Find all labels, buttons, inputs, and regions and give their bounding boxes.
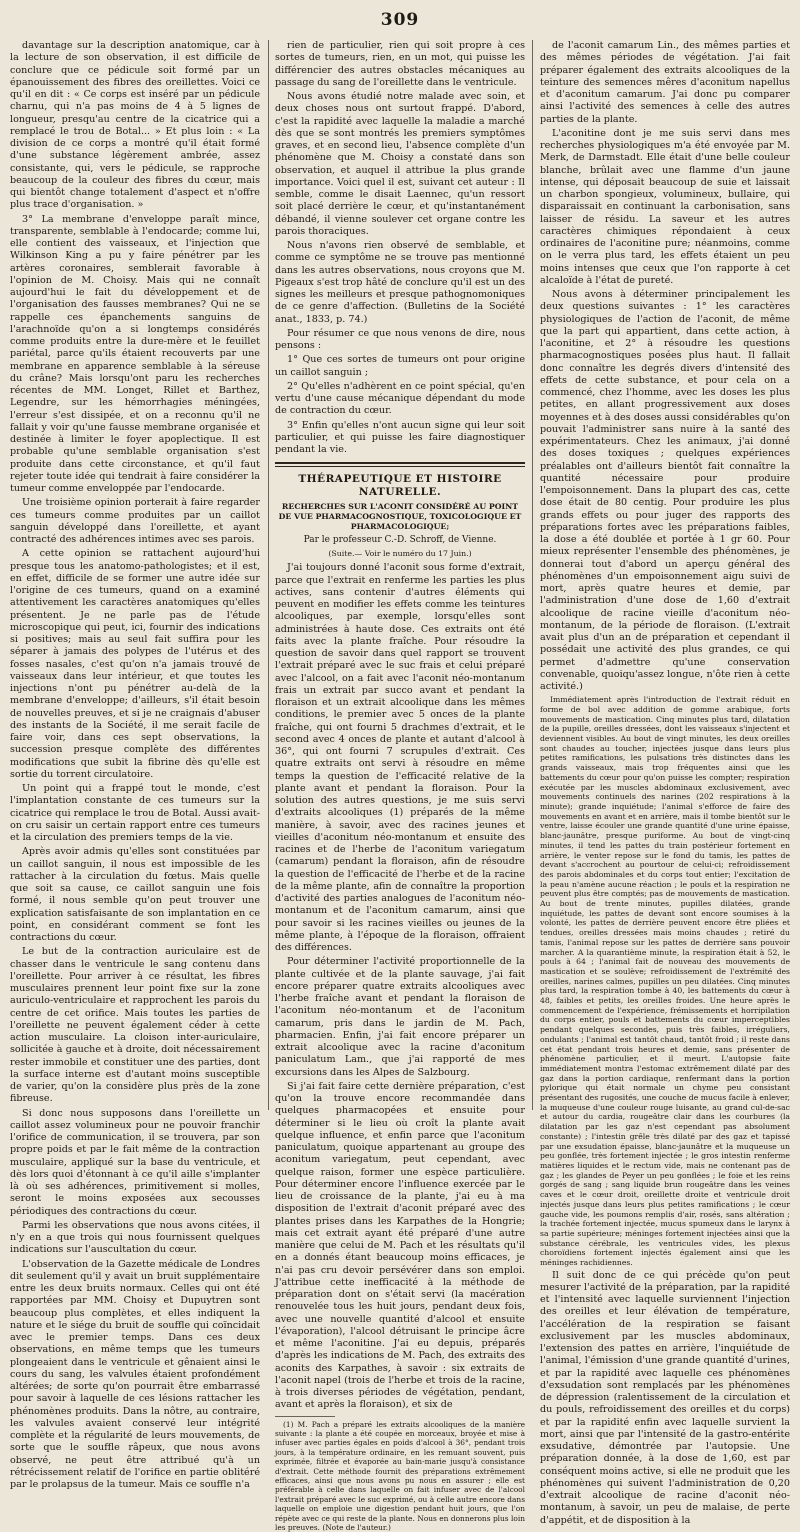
paragraph: Nous avons à déterminer principalement les deux questions suivantes : 1° les caractères physiologiques de l'action de l'aconit, de même que la part qui appartient, dans cette action, à l'aconitine, et 2° à résoudre les questions pharmacognostiques posées plus haut. Il fallait donc connaître les degrés divers d'intensité des effets de cette substance, et pour cela on a commencé, chez l'homme, avec les doses les plus petites, en allant progressivement aux doses moyennes et à des doses aussi considérables qu'on pouvait l'administrer sans nuire à la santé des expérimentateurs. Chez les animaux, j'ai donné des doses toxiques ; quelques expériences préalables ont d'ailleurs bientôt fait connaître la quantité nécessaire pour produire l'empoisonnement. Dans la plupart des cas, cette dose était de 80 centig. Pour produire les plus grands effets ou pour juger des rapports des préparations fortes avec les préparations faibles, la dose a été doublée et portée à 1 gr 60. Pour mieux représenter l'ensemble des phénomènes, je donnerai tout d'abord un aperçu général des phénomènes d'un empoisonnement aigu suivi de mort, après quatre heures et demie, par l'administration d'une dose de 1,60 d'extrait alcoolique de racine vieille d'aconitum néo-montanum, de la période de floraison. (L'extrait avait plus d'un an de préparation et cependant il possédait une activité des plus grandes, ce qui permet d'admettre qu'une conservation convenable, quoiqu'assez longue, n'ôte rien à cette activité.) — [540, 289, 790, 693]
paragraph: 2° Qu'elles n'adhèrent en ce point spécial, qu'en vertu d'une cause mécanique dépendant du mode de contraction du cœur. — [275, 381, 525, 418]
column-left — [10, 40, 260, 1112]
paragraph: L'aconitine dont je me suis servi dans mes recherches physiologiques m'a été envoyée par M. Merk, de Darmstadt. Elle était d'une belle couleur blanche, brûlait avec une flamme d'un jaune intense, qui déposait beaucoup de suie et laissait un charbon spongieux, volumineux, bullaire, qui disparaissait en continuant la carbonisation, sans laisser de résidu. La saveur et les autres caractères chimiques répondaient à ceux ordinaires de l'aconitine pure; néanmoins, comme on le verra plus tard, les effets étaient un peu moins intenses que ceux que l'on rapporte à cet alcaloïde à l'état de pureté. — [540, 128, 790, 287]
paragraph: Si j'ai fait faire cette dernière préparation, c'est qu'on la trouve encore recommandée dans quelques pharmacopées et ensuite pour déterminer si le lieu où croît la plante avait quelque influence, et enfin parce que l'aconitum paniculatum, quoique appartenant au groupe des aconitum variegatum, peut cependant, avec quelque raison, former une espèce particulière. Pour déterminer encore l'influence exercée par le lieu de croissance de la plante, j'ai eu à ma disposition de l'extrait d'aconit préparé avec des plantes prises dans les Karpathes de la Hongrie; mais cet extrait ayant été préparé d'une autre manière que celui de M. Pach et les résultats qu'il en a donnés étant beaucoup moins efficaces, je n'ai pas cru devoir persévérer dans son emploi. J'attribue cette inefficacité à la méthode de préparation dont on s'était servi (la macération renouvelée tous les huit jours, pendant deux fois, avec une nouvelle quantité d'alcool et ensuite l'évaporation), l'alcool détruisant le principe âcre et même l'aconitine. J'ai eu depuis, préparés d'après les indications de M. Pach, des extraits des aconits des Karpathes, à savoir : six extraits de l'aconit napel (trois de l'herbe et trois de la racine, à trois diverses périodes de végétation, pendant, avant et après la floraison), et six de — [275, 1081, 525, 1412]
footnote-rule — [275, 1416, 335, 1417]
column-rule — [268, 40, 269, 1110]
footnote: (1) M. Pach a préparé les extraits alcooliques de la manière suivante : la plante a été coupée en morceaux, broyée et mise à infuser avec parties égales en poids d'alcool à 36°, pendant trois jours, à la température ordinaire, en les remuant souvent, puis exprimée, filtrée et évaporée au bain-marie jusqu'à consistance d'extrait. Cette méthode fournit des préparations extrêmement efficaces, ainsi que nous avons pu nous en assurer ; elle est préférable à celle dans laquelle on fait infuser avec de l'alcool l'extrait préparé avec le suc exprimé, ou à celle autre encore dans laquelle on emploie une digestion pendant huit jours, que l'on répète avec ce qui reste de la plante. Nous en donnerons plus loin les preuves. (Note de l'auteur.) — [275, 1420, 525, 1532]
article-byline: Par le professeur C.-D. Schroff, de Vienne. — [275, 534, 525, 546]
paragraph: Parmi les observations que nous avons citées, il n'y en a que trois qui nous fournissent quelques indications sur l'auscultation du cœur. — [10, 1220, 260, 1257]
paragraph: L'observation de la Gazette médicale de Londres dit seulement qu'il y avait un bruit supplémentaire entre les deux bruits normaux. Celles qui ont été rapportées par MM. Choisy et Dupuytren sont beaucoup plus complètes, et elles indiquent la nature et le siége du bruit de souffle qui coïncidait avec le premier temps. Dans ces deux observations, en même temps que les tumeurs plongeaient dans le ventricule et gênaient ainsi le cours du sang, les valvules étaient profondément altérées; de sorte qu'on pourrait être embarrassé pour savoir à laquelle de ces lésions rattacher les phénomènes produits. Dans la nôtre, au contraire, les valvules avaient conservé leur intégrité complète et la régularité de leurs mouvements, de sorte que le souffle râpeux, que nous avons observé, ne peut être attribué qu'à un rétrécissement relatif de l'orifice en partie oblitéré par le prolapsus de la tumeur. Mais ce souffle n'a — [10, 1259, 260, 1492]
paragraph: Si donc nous supposons dans l'oreillette un caillot assez volumineux pour ne pouvoir franchir l'orifice de communication, il se trouvera, par son propre poids et par le fait même de la contraction musculaire, appliqué sur la base du ventricule, et dès lors quoi d'étonnant à ce qu'il aille s'implanter là où ses adhérences, primitivement si molles, seront le moins exposées aux secousses périodiques des contractions du cœur. — [10, 1108, 260, 1218]
paragraph: Un point qui a frappé tout le monde, c'est l'implantation constante de ces tumeurs sur la cicatrice qui remplace le trou de Botal. Aussi avait-on cru saisir un certain rapport entre ces tumeurs et la circulation des premiers temps de la vie. — [10, 783, 260, 844]
paragraph: Il suit donc de ce qui précède qu'on peut mesurer l'activité de la préparation, par la rapidité et l'intensité avec laquelle surviennent l'injection des oreilles et leur élévation de température, l'accélération de la respiration se faisant exclusivement par les muscles abdominaux, l'extension des pattes en arrière, l'inquiétude de l'animal, l'émission d'une grande quantité d'urines, et par la rapidité avec laquelle ces phénomènes d'exsudation sont remplacés par les phénomènes de dépression (ralentissement de la circulation et du pouls, refroidissement des oreilles et du corps) et par la rapidité enfin avec laquelle survient la mort, ainsi que par l'intensité de la gastro-entérite exsudative, démontrée par l'autopsie. Une préparation donnée, à la dose de 1,60, est par conséquent moins active, si elle ne produit que les phénomènes qui suivent l'administration de 0,20 d'extrait alcoolique de racine d'aconit néo-montanum, à savoir, un peu de malaise, de perte d'appétit, et de disposition à la — [540, 1270, 790, 1527]
paragraph: 1° Que ces sortes de tumeurs ont pour origine un caillot sanguin ; — [275, 354, 525, 379]
paragraph: 3° La membrane d'enveloppe paraît mince, transparente, semblable à l'endocarde; comme lui, elle contient des vaisseaux, et l'injection que Wilkinson King a pu y faire pénétrer par les artères coronaires, semblerait favorable à l'opinion de M. Choisy. Mais qui ne connaît aujourd'hui le fait du développement et de l'organisation des fausses membranes? Qui ne se rappelle ces épanchements sanguins de l'arachnoïde qu'on a si longtemps considérés comme produits entre la dure-mère et le feuillet pariétal, parce qu'ils étaient recouverts par une membrane en apparence semblable à la séreuse du crâne? Mais lorsqu'ont paru les recherches récentes de MM. Longet, Rillet et Barthez, Legendre, sur les hémorrhagies méningées, l'erreur s'est dissipée, et on a reconnu qu'il ne fallait y voir qu'une fausse membrane organisée et destinée à limiter le foyer apoplectique. Il est probable qu'une semblable organisation s'est produite dans cette circonstance, et qu'il faut rejeter toute idée qui tendrait à faire considérer la tumeur comme enveloppée par l'endocarde. — [10, 214, 260, 496]
paragraph: davantage sur la description anatomique, car à la lecture de son observation, il est difficile de conclure que ce pédicule soit formé par un épanouissement des fibres des oreillettes. Voici ce qu'il en dit : « Ce corps est inséré par un pédicule charnu, qui n'a pas moins de 4 à 5 lignes de longueur, presqu'au centre de la cicatrice qui a remplacé le trou de Botal... » Et plus loin : « La division de ce corps a montré qu'il était formé d'une substance légèrement ambrée, assez consistante, qui, vers le pédicule, se rapproche beaucoup de la couleur des fibres du cœur, mais qui bientôt change totalement d'aspect et n'offre plus trace d'organisation. » — [10, 40, 260, 212]
paragraph: J'ai toujours donné l'aconit sous forme d'extrait, parce que l'extrait en renferme les parties les plus actives, sans contenir d'autres éléments qui peuvent en modifier les effets comme les teintures alcooliques, par exemple, lorsqu'elles sont administrées à haute dose. Ces extraits ont été faits avec la plante fraîche. Pour résoudre la question de savoir dans quel rapport se trouvent l'extrait préparé avec le suc frais et celui préparé avec l'alcool, on a fait avec l'aconit néo-montanum frais un extrait par succo avant et pendant la floraison et un extrait alcoolique dans les mêmes conditions, le premier avec 5 onces de la plante fraîche, qui ont fourni 5 drachmes d'extrait, et le second avec 4 onces de plante et autant d'alcool à 36°, qui ont fourni 7 scrupules d'extrait. Ces quatre extraits ont servi à résoudre en même temps la question de l'efficacité relative de la plante avant et pendant la floraison. Pour la solution des autres questions, je me suis servi d'extraits alcooliques (1) préparés de la même manière, à savoir, avec des racines jeunes et vieilles d'aconitum néo-montanum et ensuite des racines et de l'herbe de l'aconitum variegatum (camarum) pendant la floraison, afin de résoudre la question de l'efficacité de l'herbe et de la racine de la même plante, afin de connaître la proportion d'activité des parties analogues de l'aconitum néo-montanum et de l'aconitum camarum, ainsi que pour savoir si les racines vieilles ou jeunes de la même plante, à l'époque de la floraison, offraient des différences. — [275, 562, 525, 954]
column-right — [540, 40, 790, 1112]
paragraph: de l'aconit camarum Lin., des mêmes parties et des mêmes périodes de végétation. J'ai fait préparer également des extraits alcooliques de la teinture des semences mêres d'aconitum napellus et d'aconitum camarum. J'ai donc pu comparer ainsi l'activité des semences à celle des autres parties de la plante. — [540, 40, 790, 126]
paragraph: Pour résumer ce que nous venons de dire, nous pensons : — [275, 328, 525, 353]
paragraph: Le but de la contraction auriculaire est de chasser dans le ventricule le sang contenu dans l'oreillette. Pour arriver à ce résultat, les fibres musculaires prennent leur point fixe sur la zone auriculo-ventriculaire et rapprochent les parois du centre de cet orifice. Mais toutes les parties de l'oreillette ne peuvent également céder à cette action musculaire. La cloison inter-auriculaire, sollicitée à gauche et à droite, doit nécessairement rester immobile et constituer une des parties, dont la surface interne est d'autant moins susceptible de varier, qu'on la considère plus près de la zone fibreuse. — [10, 946, 260, 1105]
paragraph: Une troisième opinion porterait à faire regarder ces tumeurs comme produites par un caillot sanguin développé dans l'oreillette, et ayant contracté des adhérences intimes avec ses parois. — [10, 497, 260, 546]
column-rule — [532, 40, 533, 1110]
paragraph: Pour déterminer l'activité proportionnelle de la plante cultivée et de la plante sauvage, j'ai fait encore préparer quatre extraits alcooliques avec l'herbe fraîche avant et pendant la floraison de l'aconitum néo-montanum et de l'aconitum camarum, pris dans le jardin de M. Pach, pharmacien. Enfin, j'ai fait encore préparer un extrait alcoolique avec la racine d'aconitum paniculatum Lam., que j'ai rapporté de mes excursions dans les Alpes de Salzbourg. — [275, 956, 525, 1079]
continuation-note: (Suite.— Voir le numéro du 17 Juin.) — [275, 548, 525, 560]
section-heading: THÉRAPEUTIQUE ET HISTOIRE NATURELLE. — [275, 473, 525, 498]
paragraph: 3° Enfin qu'elles n'ont aucun signe qui leur soit particulier, et qui puisse les faire diagnostiquer pendant la vie. — [275, 420, 525, 457]
paragraph: Nous n'avons rien observé de semblable, et comme ce symptôme ne se trouve pas mentionné dans les autres observations, nous croyons que M. Pigeaux s'est trop hâté de conclure qu'il est un des signes les meilleurs et presque pathognomoniques de ce genre d'affection. (Bulletins de la Société anat., 1833, p. 74.) — [275, 240, 525, 326]
paragraph: Après avoir admis qu'elles sont constituées par un caillot sanguin, il nous est impossible de les rattacher à la circulation du fœtus. Mais quelle que soit sa cause, ce caillot sanguin une fois formé, il nous semble qu'on peut trouver une explication satisfaisante de son implantation en ce point, en considérant comment se font les contractions du cœur. — [10, 846, 260, 944]
paragraph: A cette opinion se rattachent aujourd'hui presque tous les anatomo-pathologistes; et il est, en effet, difficile de se former une autre idée sur l'origine de ces tumeurs, quand on a examiné attentivement les caractères anatomiques qu'elles présentent. Je ne parle pas de l'étude microscopique qui peut, ici, fournir des indications si positives; mais au seul fait suffira pour les séparer à jamais des polypes de l'utérus et des fosses nasales, c'est qu'on n'a jamais trouvé de vaisseaux dans leur intérieur, et que toutes les injections n'ont pu pénétrer au-delà de la membrane d'enveloppe; d'ailleurs, s'il était besoin de nouvelles preuves, et si je ne craignais d'abuser des instants de la Société, il me serait facile de faire voir, dans ces sept observations, la succession presque complète des différentes modifications que subit la fibrine dès qu'elle est sortie du torrent circulatoire. — [10, 548, 260, 781]
page-number: 309 — [0, 10, 800, 30]
article-title: RECHERCHES SUR L'ACONIT CONSIDÉRÉ AU POINT DE VUE PHARMACOGNOSTIQUE, TOXICOLOGIQUE ET PHARMACOLOGIQUE; — [275, 502, 525, 532]
paragraph: rien de particulier, rien qui soit propre à ces sortes de tumeurs, rien, en un mot, qui puisse les différencier des autres obstacles mécaniques au passage du sang de l'oreillette dans le ventricule. — [275, 40, 525, 89]
section-divider — [275, 462, 525, 467]
case-report-smallprint: Immédiatement après l'introduction de l'extrait réduit en forme de bol avec addition de gomme arabique, forts mouvements de mastication. Cinq minutes plus tard, dilatation de la pupille, oreilles dressées, dont les vaisseaux s'injectent et deviennent visibles. Au bout de vingt minutes, les deux oreilles sont chaudes au toucher, injectées jusque dans leurs plus petites ramifications, les pulsations très distinctes dans les grands vaisseaux, mais trop fréquentes ainsi que les battements du cœur pour qu'on puisse les compter; respiration exécutée par les muscles abdominaux exclusivement, avec mouvements continuels des narines (202 respirations à la minute); grande inquiétude; l'animal s'efforce de faire des mouvements en avant et en arrière, mais il tombe bientôt sur le ventre, laisse écouler une grande quantité d'une urine épaisse, blanc-jaunâtre, presque puriforme. Au bout de vingt-cinq minutes, il tend les pattes du train postérieur fortement en arrière, le venter repose sur le fond du tamis, les pattes de devant s'accrochent au pourtour de celui-ci; refroidissement des parois abdominales et du corps tout entier; l'excitation de la peau n'amène aucune réaction ; le pouls et la respiration ne peuvent plus être comptés; pas de mouvements de mastication. Au bout de trente minutes, pupilles dilatées, grande inquiétude, les pattes de devant sont encore soumises à la volonté, les pattes de derrière peuvent encore être pliées et tendues, oreilles dressées mais moins chaudes ; retiré du tamis, l'animal repose sur les pattes de derrière sans pouvoir marcher. A la quarantième minute, la respiration était à 52, le pouls à 64 ; l'animal fait de nouveau des mouvements de mastication et se soulève; refroidissement de l'extrémité des oreilles, narines calmes, pupilles un peu dilatées. Cinq minutes plus tard, la respiration tombe à 40, les battements du cœur à 48, faibles et petits, les oreilles froides. Une heure après le commencement de l'expérience, frémissements et horripilation du corps entier, pouls et battements du cœur imperceptibles pendant quelques secondes, puis très faibles, irréguliers, ondulants ; l'animal est tantôt chaud, tantôt froid ; il reste dans cet état pendant trois heures et demie, sans présenter de phénomène particulier, et il meurt. L'autopsie faite immédiatement montra l'estomac extrêmement dilaté par des gaz dans la portion cardiaque, renfermant dans la portion pylorique qui était normale un chyme peu consistant présentant des rugosités, une couche de mucus facile à enlever, la muqueuse d'une couleur rouge luisante, au grand cul-de-sac et autour du cardia, rougeâtre clair dans les courbures (la dilatation par les gaz n'est cependant pas absolument constante) ; l'intestin grêle très dilaté par des gaz et tapissé par une exsudation épaisse, blanc-jaunâtre et la muqueuse un peu gonflée, très fortement injectée ; le gros intestin renferme matières liquides et le rectum vide, mais ne contenant pas de gaz ; les glandes de Peyer un peu gonflées ; le foie et les reins gorgés de sang ; sang liquide brun rougeâtre dans les veines caves et le cœur droit, oreillette droite et ventricule droit injectés jusque dans leurs plus petites ramifications ; le cœur gauche vide, les poumons remplis d'air, rosés, sans altération ; la trachée fortement injectée, mucus spumeux dans le larynx à sa partie supérieure; méninges fortement injectées ainsi que la substance cérébrale, les ventricules vides, les plexus choroïdiens fortement injectés également ainsi que les méninges rachidiennes. — [540, 695, 790, 1267]
column-middle — [275, 40, 525, 1112]
paragraph: Nous avons étudié notre malade avec soin, et deux choses nous ont surtout frappé. D'abord, c'est la rapidité avec laquelle la maladie a marché dès que se sont montrés les premiers symptômes graves, et en second lieu, l'absence complète d'un phénomène que M. Choisy a constaté dans son observation, et auquel il attribue la plus grande importance. Voici quel il est, suivant cet auteur : Il semble, comme le disait Laennec, qu'un ressort soit placé derrière le cœur, et qu'instantanément débandé, il vienne soulever cet organe contre les parois thoraciques. — [275, 91, 525, 238]
